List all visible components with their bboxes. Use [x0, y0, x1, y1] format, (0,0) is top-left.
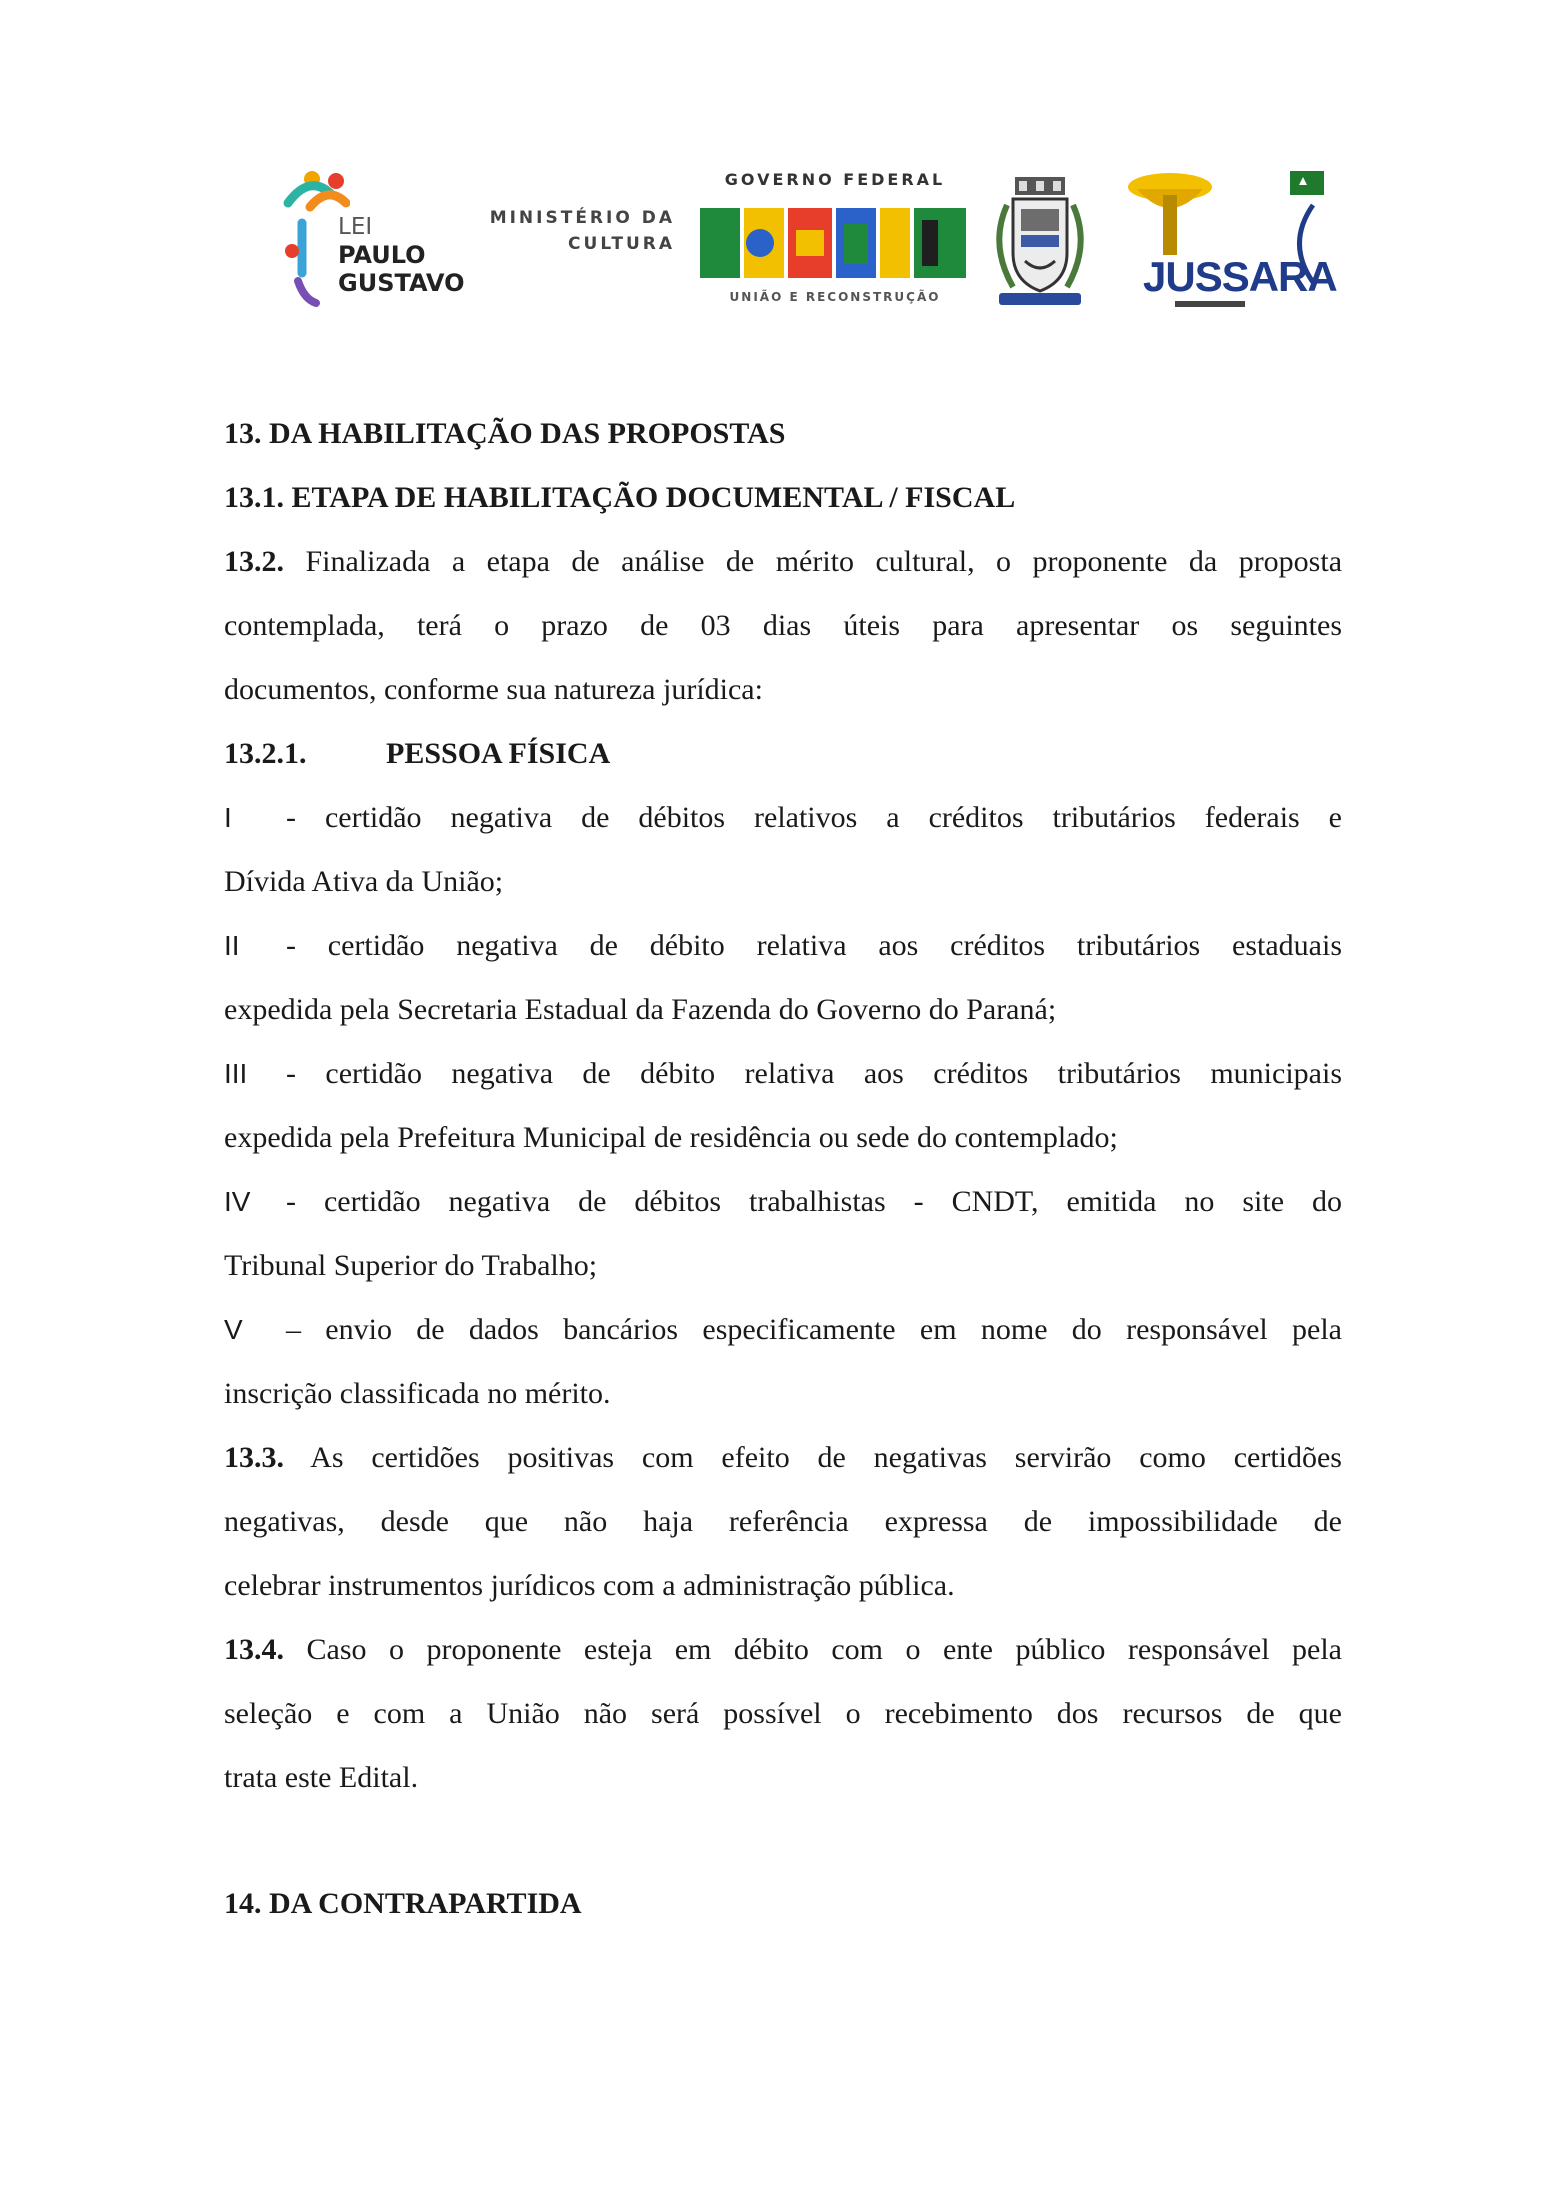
paragraph-13-4-line2: seleção e com a União não será possível o recebimento dos recursos de que: [224, 1697, 1342, 1730]
heading-13-2-1: [224, 734, 1342, 774]
paragraph-13-4-line1: 13.4. Caso o proponente esteja em débito com o ente público responsável pela: [224, 1633, 1342, 1666]
jussara-name: JUSSARA: [1143, 253, 1337, 300]
lei-paulo-gustavo-logo: [280, 163, 480, 313]
heading-13-2-1-number: 13.2.1.: [224, 737, 307, 770]
paragraph-13-2-line3: documentos, conforme sua natureza jurídica:: [224, 673, 763, 706]
lpg-line2: PAULO: [338, 241, 426, 269]
gov-bottom-text: UNIÃO E RECONSTRUÇÃO: [729, 290, 941, 304]
paragraph-13-2-line1: 13.2. Finalizada a etapa de análise de mérito cultural, o proponente da proposta: [224, 545, 1343, 578]
brasil-wordmark-icon: [700, 200, 970, 285]
lpg-line3: GUSTAVO: [338, 269, 465, 297]
item-iv-line1: IV - certidão negativa de débitos trabalhistas - CNDT, emitida no site do: [224, 1185, 1342, 1218]
logo-header: [280, 155, 1340, 330]
lpg-line1: LEI: [338, 214, 373, 240]
item-ii-line1: II - certidão negativa de débito relativa aos créditos tributários estaduais: [224, 929, 1342, 962]
paragraph-13-3-line2: negativas, desde que não haja referência expressa de impossibilidade de: [224, 1505, 1342, 1538]
item-ii-line2: expedida pela Secretaria Estadual da Fazenda do Governo do Paraná;: [224, 993, 1057, 1026]
item-iii-line2: expedida pela Prefeitura Municipal de residência ou sede do contemplado;: [224, 1121, 1118, 1154]
governo-federal-logo: [700, 170, 970, 320]
paragraph-13-4-number: 13.4.: [224, 1633, 284, 1666]
item-iii-line1: III - certidão negativa de débito relativa aos créditos tributários municipais: [224, 1057, 1342, 1090]
minc-line2: CULTURA: [568, 234, 675, 254]
item-i-line2: Dívida Ativa da União;: [224, 865, 504, 898]
paragraph-13-4-line3: trata este Edital.: [224, 1761, 419, 1794]
heading-13: 13. DA HABILITAÇÃO DAS PROPOSTAS: [224, 417, 786, 450]
item-i-line1: I - certidão negativa de débitos relativos a créditos tributários federais e: [224, 801, 1342, 834]
heading-13-2-1-title: PESSOA FÍSICA: [386, 737, 611, 770]
minc-line1: MINISTÉRIO DA: [489, 208, 675, 228]
municipal-crest-icon: [985, 175, 1095, 315]
heading-13-1: 13.1. ETAPA DE HABILITAÇÃO DOCUMENTAL / FISCAL: [224, 481, 1016, 514]
paragraph-13-3-line3: celebrar instrumentos jurídicos com a administração pública.: [224, 1569, 955, 1602]
item-v-line2: inscrição classificada no mérito.: [224, 1377, 611, 1410]
paragraph-13-2-number: 13.2.: [224, 545, 284, 578]
item-v-line1: V – envio de dados bancários especificamente em nome do responsável pela: [224, 1313, 1342, 1346]
paragraph-13-3-line1: 13.3. As certidões positivas com efeito de negativas servirão como certidões: [224, 1441, 1342, 1474]
gov-top-text: GOVERNO FEDERAL: [724, 170, 946, 189]
paragraph-13-3-number: 13.3.: [224, 1441, 284, 1474]
paragraph-13-2-line2: contemplada, terá o prazo de 03 dias úteis para apresentar os seguintes: [224, 609, 1342, 642]
heading-14: 14. DA CONTRAPARTIDA: [224, 1887, 582, 1920]
item-iv-line2: Tribunal Superior do Trabalho;: [224, 1249, 598, 1282]
prefeitura-jussara-logo: [1115, 165, 1337, 315]
ministerio-cultura-logo: [485, 205, 675, 257]
